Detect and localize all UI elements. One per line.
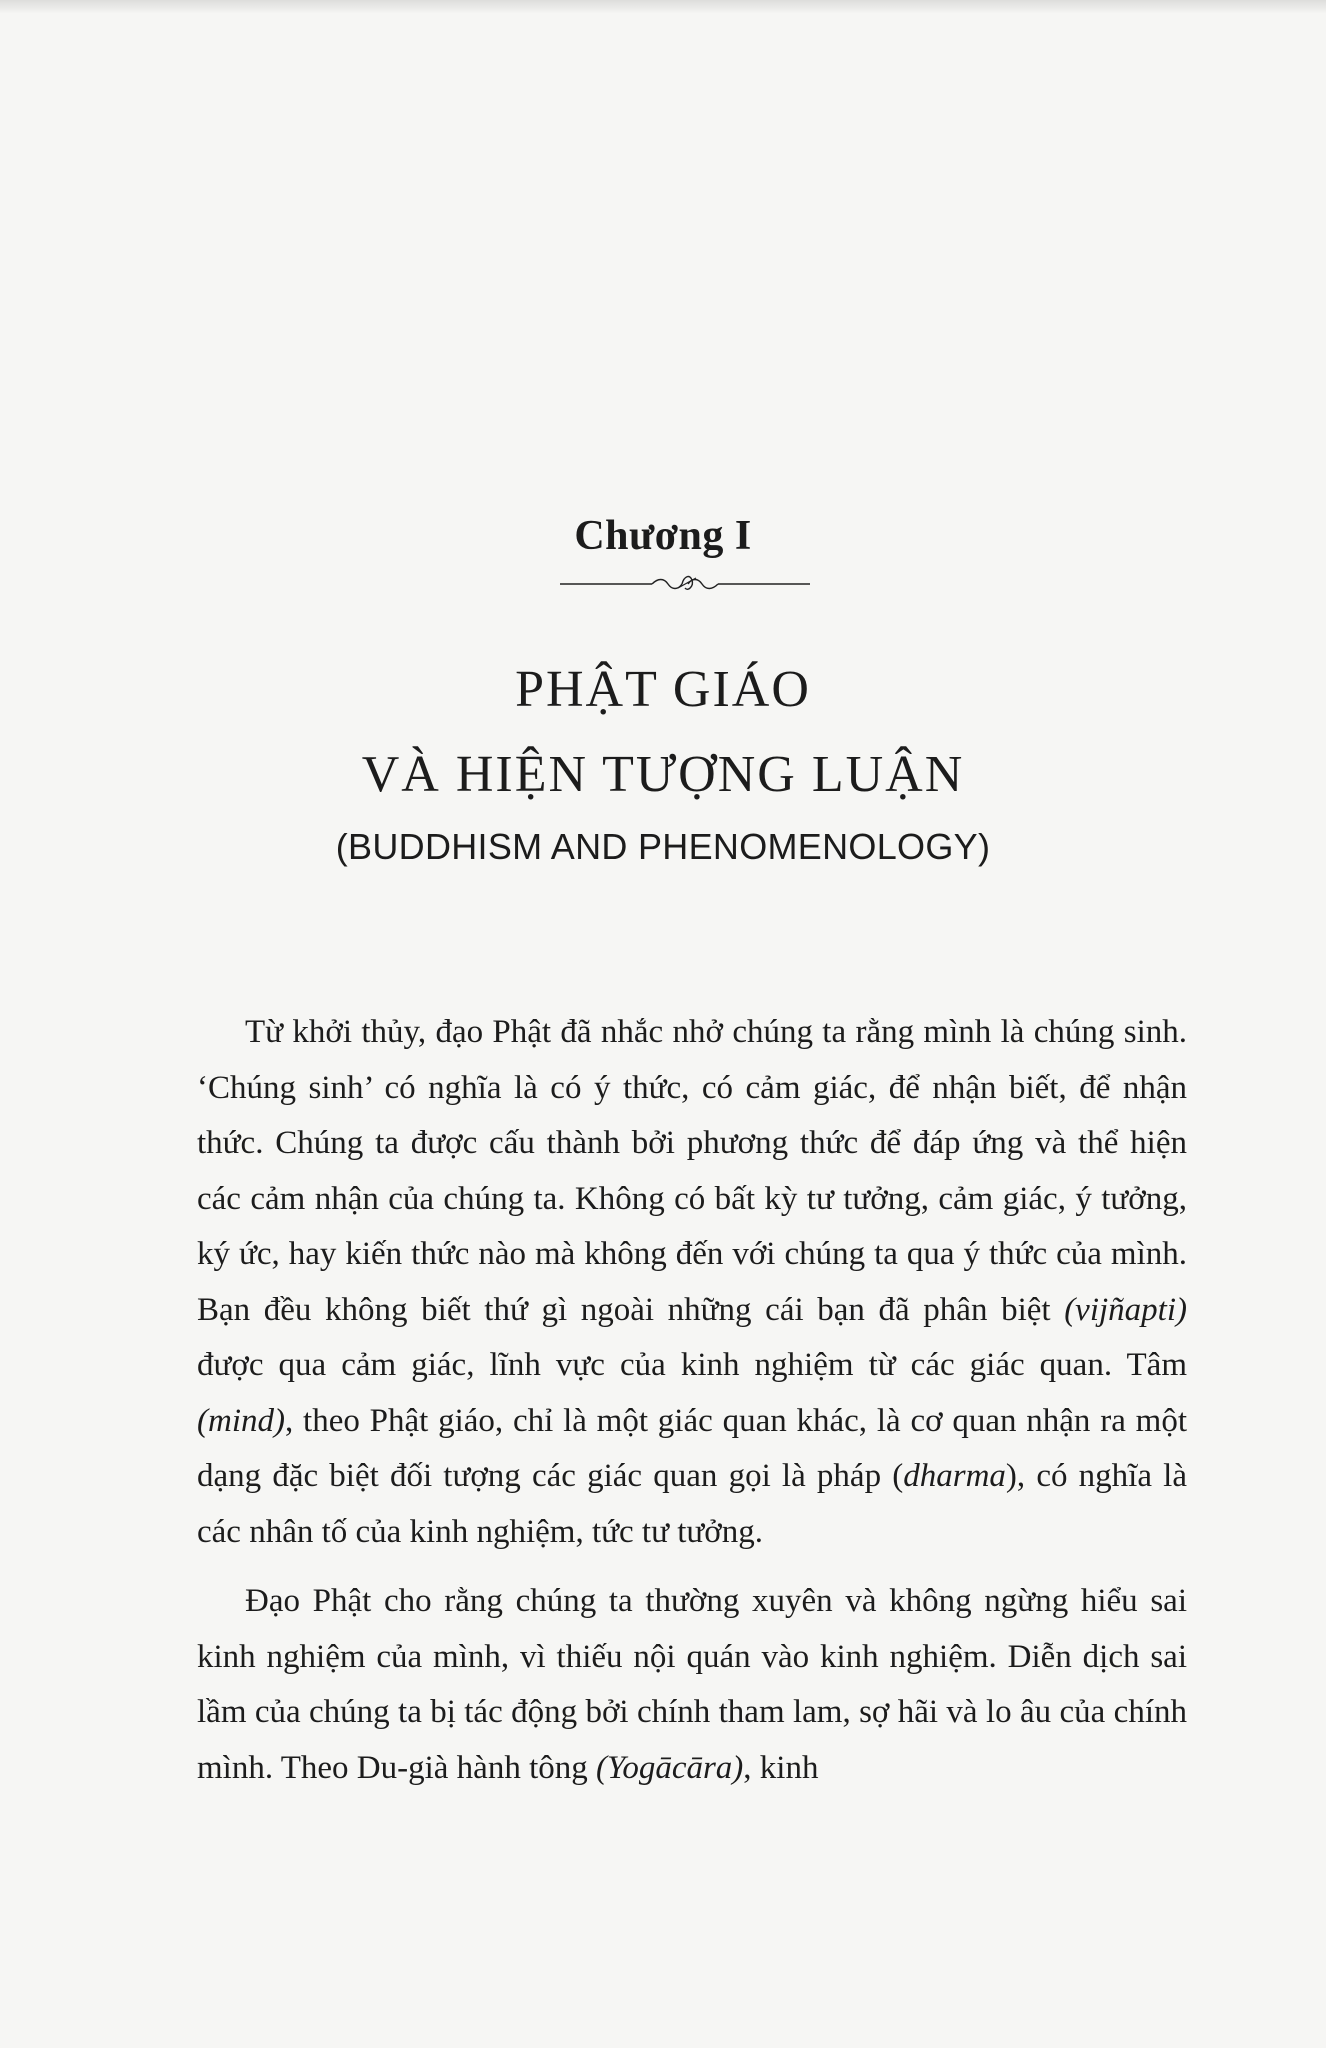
paragraph-1-text-c: , theo Phật giáo, chỉ là một giác quan khác, là cơ quan nhận ra một dạng đặc biệt đối tượng các giác quan gọi là pháp ( xyxy=(197,1402,1187,1494)
paragraph-1-text-a: Từ khởi thủy, đạo Phật đã nhắc nhở chúng ta rằng mình là chúng sinh. ‘Chúng sinh’ có nghĩa là có ý thức, có cảm giác, để nhận biết, để nhận thức. Chúng ta được cấu thành bởi phương thức để đáp ứng và thể hiện các cảm nhận của chúng ta. Không có bất kỳ tư tưởng, cảm giác, ý tưởng, ký ức, hay kiến thức nào mà không đến với chúng ta qua ý thức của mình. Bạn đều không biết thứ gì ngoài những cái bạn đã phân biệt xyxy=(197,1014,1187,1328)
paragraph-2-text-b: , kinh xyxy=(743,1749,819,1786)
paragraph-2 xyxy=(197,1574,1187,1796)
paragraph-2-text-a: Đạo Phật cho rằng chúng ta thường xuyên và không ngừng hiểu sai kinh nghiệm của mình, vì thiếu nội quán vào kinh nghiệm. Diễn dịch sai lầm của chúng ta bị tác động bởi chính tham lam, sợ hãi và lo âu của chính mình. Theo Du-già hành tông xyxy=(197,1583,1187,1786)
term-yogacara: (Yogācāra) xyxy=(596,1749,744,1786)
chapter-title-line-2: VÀ HIỆN TƯỢNG LUẬN xyxy=(361,746,965,803)
ornamental-divider xyxy=(560,572,810,596)
page-top-shadow xyxy=(0,0,1326,14)
term-mind: (mind) xyxy=(197,1402,285,1439)
body-text xyxy=(197,1005,1187,1796)
chapter-subtitle: (BUDDHISM AND PHENOMENOLOGY) xyxy=(335,826,991,867)
paragraph-1-text-d: ), có nghĩa là các nhân tố của kinh nghiệm, tức tư tưởng. xyxy=(197,1458,1187,1550)
chapter-title-line-1: PHẬT GIÁO xyxy=(515,661,811,718)
term-dharma: dharma xyxy=(903,1458,1006,1494)
term-vijnapti: (vijñapti) xyxy=(1064,1291,1187,1328)
paragraph-1-text-b: được qua cảm giác, lĩnh vực của kinh nghiệm từ các giác quan. Tâm xyxy=(197,1347,1187,1383)
paragraph-1 xyxy=(197,1005,1187,1560)
chapter-label: Chương I xyxy=(574,513,752,559)
